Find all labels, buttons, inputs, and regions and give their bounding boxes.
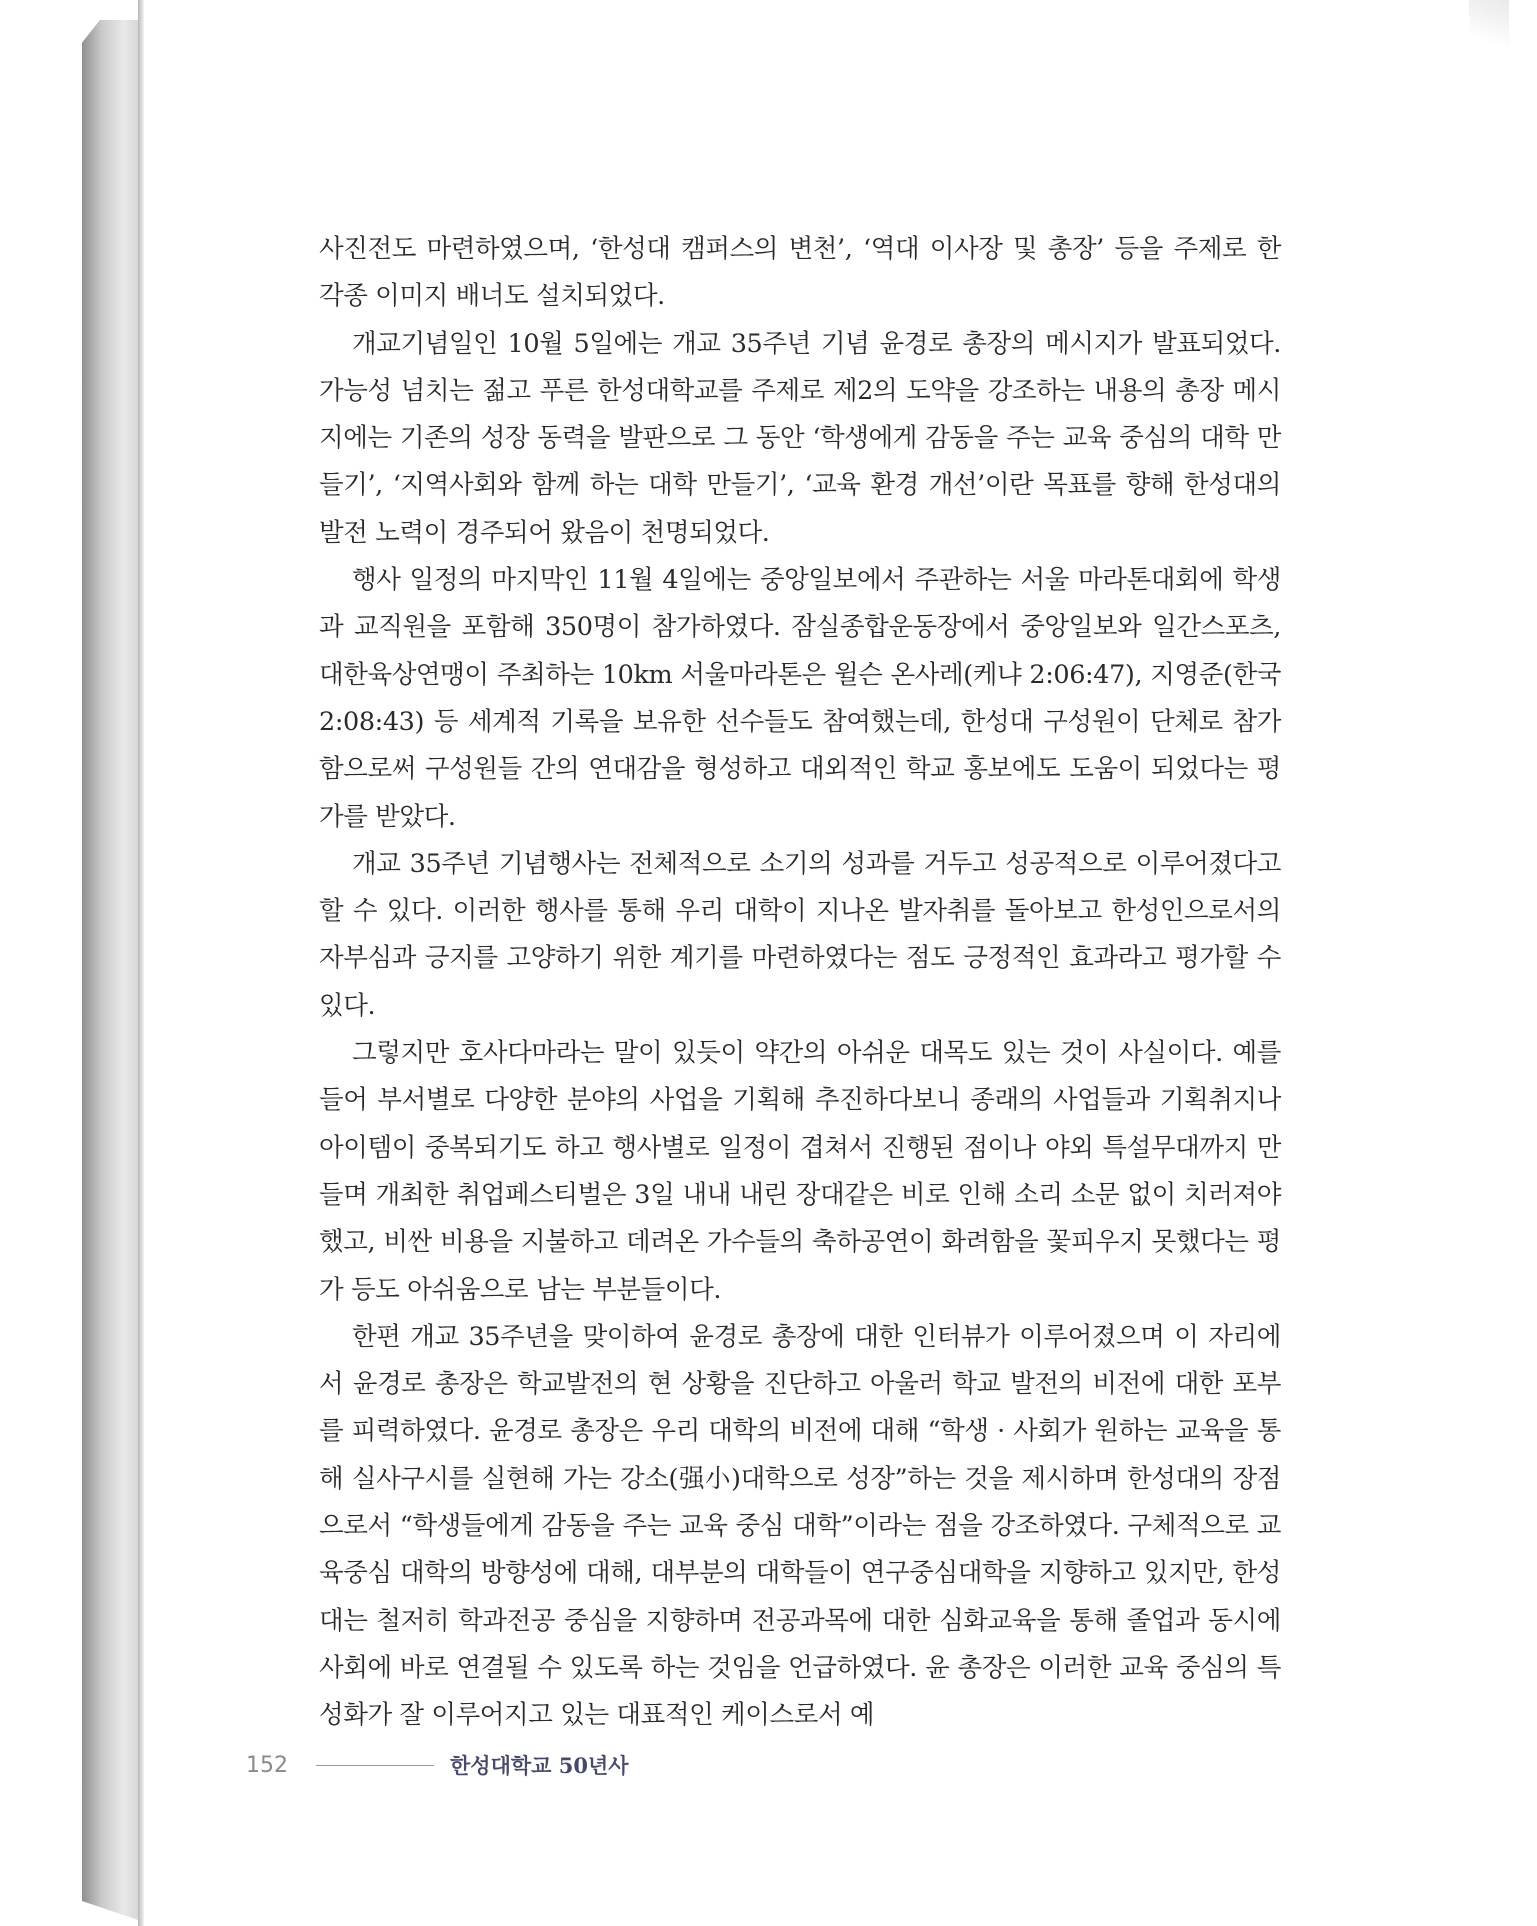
paragraph: 개교 35주년 기념행사는 전체적으로 소기의 성과를 거두고 성공적으로 이루어졌다고 할 수 있다. 이러한 행사를 통해 우리 대학이 지나온 발자취를 돌아보고 한성인으로서의 자부심과 긍지를 고양하기 위한 계기를 마련하였다는 점도 긍정적인 효과라고 평가할 수 있다. bbox=[319, 848, 1281, 1021]
paragraph: 한편 개교 35주년을 맞이하여 윤경로 총장에 대한 인터뷰가 이루어졌으며 이 자리에서 윤경로 총장은 학교발전의 현 상황을 진단하고 아울러 학교 발전의 비전에 대한 포부를 피력하였다. 윤경로 총장은 우리 대학의 비전에 대해 “학생 · 사회가 원하는 교육을 통해 실사구시를 실현해 가는 강소(强小)대학으로 성장”하는 것을 제시하며 한성대의 장점으로서 “학생들에게 감동을 주는 교육 중심 대학”이라는 점을 강조하였다. 구체적으로 교육중심 대학의 방향성에 대해, 대부분의 대학들이 연구중심대학을 지향하고 있지만, 한성대는 철저히 학과전공 중심을 지향하며 전공과목에 대한 심화교육을 통해 졸업과 동시에 사회에 바로 연결될 수 있도록 하는 것임을 언급하였다. 윤 총장은 이러한 교육 중심의 특성화가 잘 이루어지고 있는 대표적인 케이스로서 예 bbox=[319, 1321, 1281, 1731]
running-title: 한성대학교 50년사 bbox=[450, 1753, 629, 1778]
page-corner-shadow bbox=[1469, 0, 1509, 70]
paragraph: 그렇지만 호사다마라는 말이 있듯이 약간의 아쉬운 대목도 있는 것이 사실이다. 예를 들어 부서별로 다양한 분야의 사업을 기획해 추진하다보니 종래의 사업들과 기획취지나 아이템이 중복되기도 하고 행사별로 일정이 겹쳐서 진행된 점이나 야외 특설무대까지 만들며 개최한 취업페스티벌은 3일 내내 내린 장대같은 비로 인해 소리 소문 없이 치러져야 했고, 비싼 비용을 지불하고 데려온 가수들의 축하공연이 화려함을 꽃피우지 못했다는 평가 등도 아쉬움으로 남는 부분들이다. bbox=[319, 1038, 1281, 1305]
page-footer bbox=[246, 1749, 629, 1781]
footer-divider bbox=[316, 1765, 434, 1766]
body-text bbox=[319, 226, 1281, 1740]
paragraph: 행사 일정의 마지막인 11월 4일에는 중앙일보에서 주관하는 서울 마라톤대회에 학생과 교직원을 포함해 350명이 참가하였다. 잠실종합운동장에서 중앙일보와 일간스포츠, 대한육상연맹이 주최하는 10km 서울마라톤은 윌슨 온사레(케냐 2:06:47), 지영준(한국 2:08:43) 등 세계적 기록을 보유한 선수들도 참여했는데, 한성대 구성원이 단체로 참가함으로써 구성원들 간의 연대감을 형성하고 대외적인 학교 홍보에도 도움이 되었다는 평가를 받았다. bbox=[319, 565, 1281, 832]
paragraph: 사진전도 마련하였으며, ‘한성대 캠퍼스의 변천’, ‘역대 이사장 및 총장’ 등을 주제로 한 각종 이미지 배너도 설치되었다. bbox=[319, 234, 1281, 312]
page-number: 152 bbox=[246, 1752, 288, 1778]
book-spine bbox=[82, 20, 138, 1920]
paragraph: 개교기념일인 10월 5일에는 개교 35주년 기념 윤경로 총장의 메시지가 발표되었다. 가능성 넘치는 젊고 푸른 한성대학교를 주제로 제2의 도약을 강조하는 내용의 총장 메시지에는 기존의 성장 동력을 발판으로 그 동안 ‘학생에게 감동을 주는 교육 중심의 대학 만들기’, ‘지역사회와 함께 하는 대학 만들기’, ‘교육 환경 개선’이란 목표를 향해 한성대의 발전 노력이 경주되어 왔음이 천명되었다. bbox=[319, 328, 1281, 548]
